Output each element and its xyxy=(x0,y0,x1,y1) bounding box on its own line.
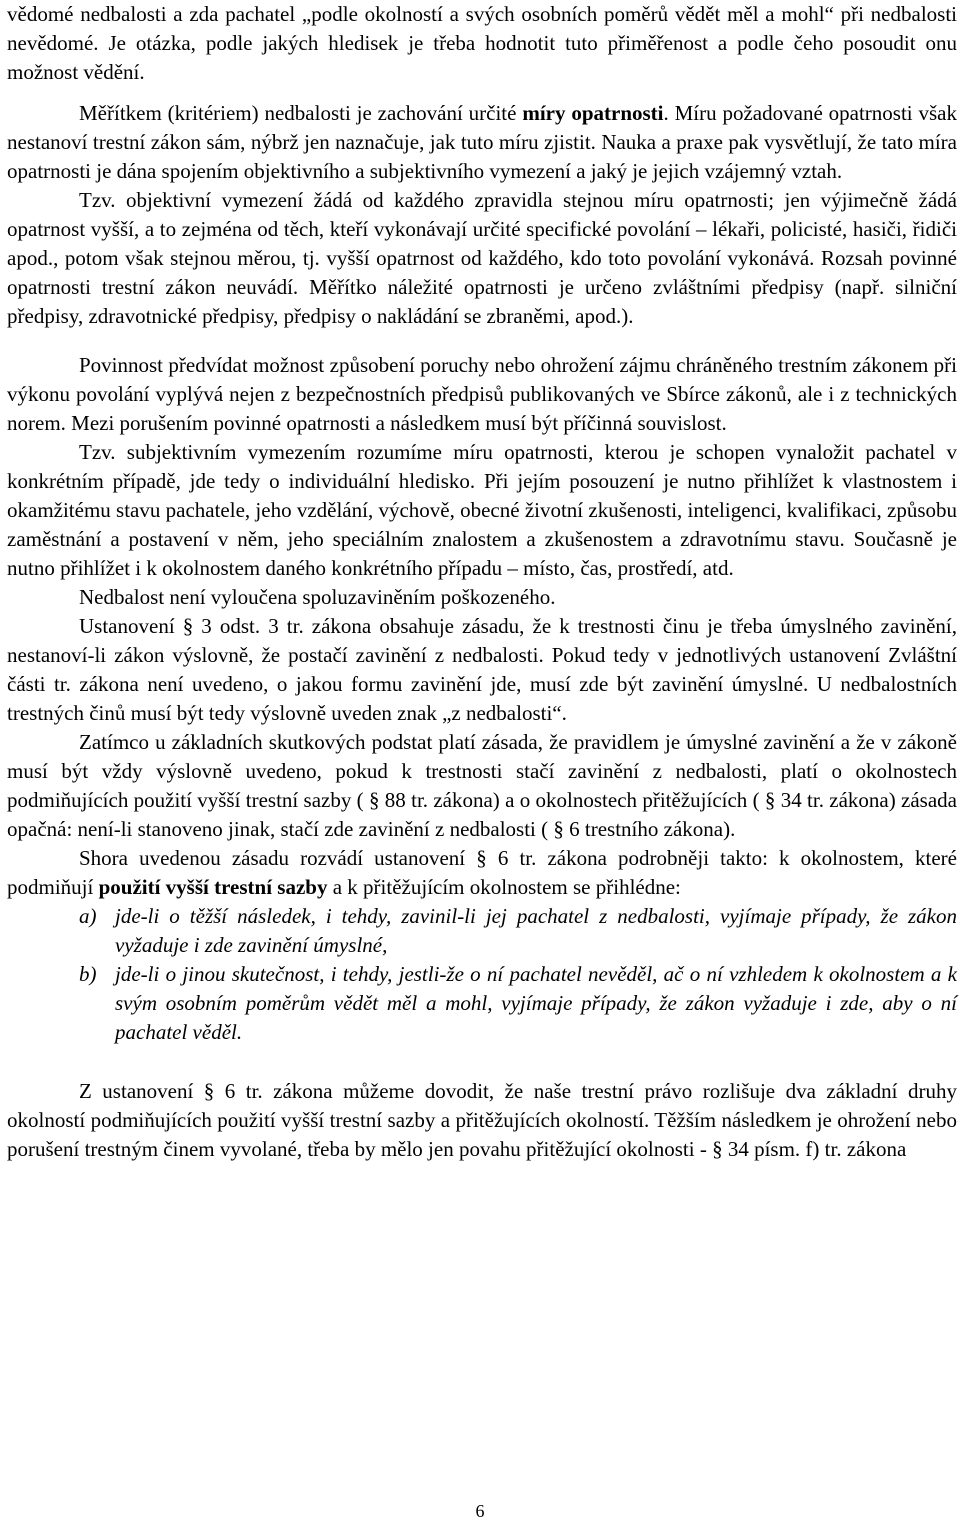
conditions-list xyxy=(7,902,957,1047)
paragraph-section-3: Ustanovení § 3 odst. 3 tr. zákona obsahuje zásadu, že k trestnosti činu je třeba úmyslného zavinění, nestanoví-li zákon výslovně, že postačí zavinění z nedbalosti. Pokud tedy v jednotlivých ustanovení Zvláštní části tr. zákona není uvedeno, o jakou formu zavinění jde, musí zde být zavinění úmyslné. U nedbalostních trestných činů musí být tedy výslovně uveden znak „z nedbalosti“. xyxy=(7,614,957,725)
paragraph-criterion xyxy=(7,99,957,186)
emphasis-care-measure: míry opatrnosti xyxy=(522,101,664,125)
paragraph-objective-definition: Tzv. objektivní vymezení žádá od každého zpravidla stejnou míru opatrnosti; jen výjimečně žádá opatrnost vyšší, a to zejména od těch, kteří vykonávají určité specifické povolání – lékaři, policisté, hasiči, řidiči apod., potom však stejnou měrou, tj. vyšší opatrnost od každého, kdo toto povolání vykonává. Rozsah povinné opatrnosti trestní zákon neuvádí. Měřítko náležité opatrnosti je určeno zvláštními předpisy (např. silniční předpisy, zdravotnické předpisy, předpisy o nakládání se zbraněmi, apod.). xyxy=(7,188,957,328)
document-page xyxy=(7,0,957,1164)
paragraph-spacer xyxy=(7,87,957,99)
list-marker: a) xyxy=(79,904,97,928)
paragraph-conclusion: Z ustanovení § 6 tr. zákona můžeme dovodit, že naše trestní právo rozlišuje dva základní druhy okolností podmiňujících použití vyšší trestní sazby a přitěžujících okolností. Těžším následkem je ohrožení nebo porušení trestným činem vyvolané, třeba by mělo jen povahu přitěžující okolnosti - § 34 písm. f) tr. zákona xyxy=(7,1079,957,1161)
paragraph-foresight-duty: Povinnost předvídat možnost způsobení poruchy nebo ohrožení zájmu chráněného trestním zákonem při výkonu povolání vyplývá nejen z bezpečnostních předpisů publikovaných ve Sbírce zákonů, ale i z technických norem. Mezi porušením povinné opatrnosti a následkem musí být příčinná souvislost. xyxy=(7,353,957,435)
paragraph-basic-offences: Zatímco u základních skutkových podstat platí zásada, že pravidlem je úmyslné zavinění a že v zákoně musí být vždy výslovně uvedeno, pokud k trestnosti stačí zavinění z nedbalosti, platí o okolnostech podmiňujících použití vyšší trestní sazby ( § 88 tr. zákona) a o okolnostech přitěžujících ( § 34 tr. zákona) zásada opačná: není-li stanoveno jinak, stačí zde zavinění z nedbalosti ( § 6 trestního zákona). xyxy=(7,730,957,841)
list-item-text: jde-li o jinou skutečnost, i tehdy, jestli-že o ní pachatel nevěděl, ač o ní vzhledem k okolnostem a k svým osobním poměrům vědět měl a mohl, vyjímaje případy, že zákon vyžaduje i zde, aby o ní pachatel věděl. xyxy=(115,962,957,1044)
emphasis-higher-penalty: použití vyšší trestní sazby xyxy=(98,875,328,899)
list-item-text: jde-li o těžší následek, i tehdy, zavinil-li jej pachatel z nedbalosti, vyjímaje případy, že zákon vyžaduje i zde zavinění úmyslné, xyxy=(115,904,957,957)
paragraph-subjective-definition: Tzv. subjektivním vymezením rozumíme míru opatrnosti, kterou je schopen vynaložit pachatel v konkrétním případě, jde tedy o individuální hledisko. Při jejím posouzení je nutno přihlížet k vlastnostem i okamžitému stavu pachatele, jeho vzdělání, výchově, obecné životní zkušenosti, inteligenci, kvalifikaci, způsobu zaměstnání a postavení v něm, jeho speciálním znalostem a zkušenostem a zdravotnímu stavu. Současně je nutno přihlížet i k okolnostem daného konkrétního případu – místo, čas, prostředí, atd. xyxy=(7,440,957,580)
paragraph-criterion-start: Měřítkem (kritériem) nedbalosti je zachování určité xyxy=(79,101,523,125)
paragraph-section-6-start: Shora uvedenou zásadu rozvádí ustanovení § 6 tr. zákona podrobněji takto: k okolnostem, které podmiňují xyxy=(7,846,957,899)
paragraph-spacer xyxy=(7,331,957,351)
paragraph-continuation: vědomé nedbalosti a zda pachatel „podle okolností a svých osobních poměrů vědět měl a mohl“ při nedbalosti nevědomé. Je otázka, podle jakých hledisek je třeba hodnotit tuto přiměřenost a podle čeho posoudit onu možnost vědění. xyxy=(7,2,957,84)
paragraph-contributory-fault: Nedbalost není vyloučena spoluzaviněním poškozeného. xyxy=(79,585,556,609)
list-item xyxy=(79,902,957,960)
page-number: 6 xyxy=(475,1501,485,1521)
paragraph-spacer xyxy=(7,1047,957,1077)
paragraph-criterion-end: . Míru požadované opatrnosti však nestanoví trestní zákon sám, nýbrž jen naznačuje, jak tuto míru zjistit. Nauka a praxe pak vysvětlují, že tato míra opatrnosti je dána spojením objektivního a subjektivního vymezení a jaký je jejich vzájemný vztah. xyxy=(7,101,957,183)
list-marker: b) xyxy=(79,962,97,986)
paragraph-section-6 xyxy=(7,844,957,902)
paragraph-section-6-end: a k přitěžujícím okolnostem se přihlédne: xyxy=(327,875,681,899)
list-item xyxy=(79,960,957,1047)
